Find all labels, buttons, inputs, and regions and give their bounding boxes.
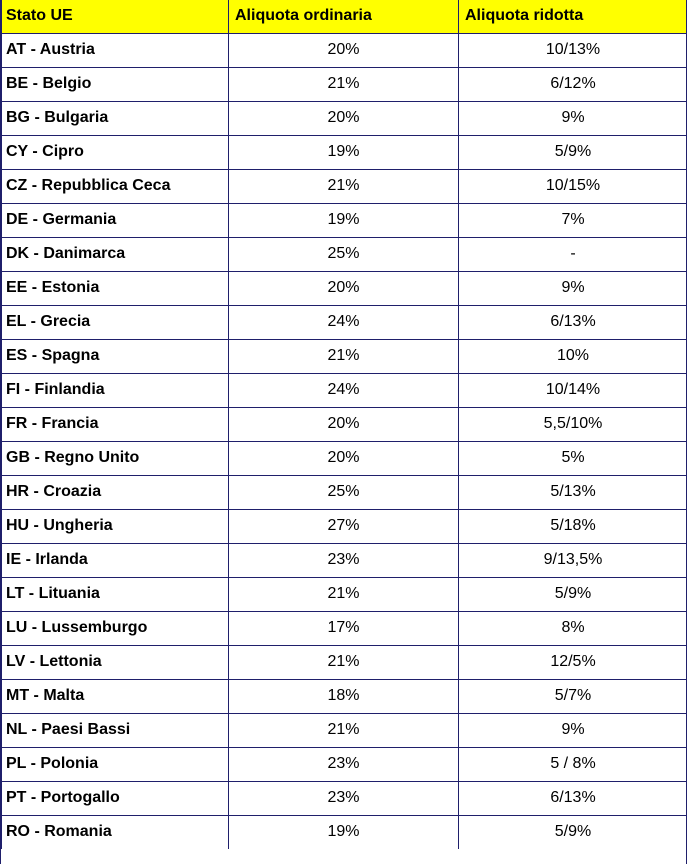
cell-stato: AT - Austria	[2, 33, 229, 67]
cell-stato: GB - Regno Unito	[2, 441, 229, 475]
cell-aliquota-ridotta: 5/9%	[459, 577, 688, 611]
cell-aliquota-ridotta: 5/18%	[459, 509, 688, 543]
table-row	[2, 305, 688, 339]
cell-stato: EL - Grecia	[2, 305, 229, 339]
table-row	[2, 577, 688, 611]
table-row	[2, 645, 688, 679]
cell-aliquota-ridotta: 5/13%	[459, 475, 688, 509]
table-row	[2, 713, 688, 747]
table-row	[2, 611, 688, 645]
cell-aliquota-ordinaria: 18%	[229, 679, 459, 713]
cell-stato: DK - Danimarca	[2, 237, 229, 271]
table-row	[2, 747, 688, 781]
table-row	[2, 543, 688, 577]
cell-aliquota-ridotta: 5 / 8%	[459, 747, 688, 781]
table-row	[2, 781, 688, 815]
table-row	[2, 339, 688, 373]
cell-stato: HU - Ungheria	[2, 509, 229, 543]
cell-aliquota-ordinaria: 25%	[229, 475, 459, 509]
cell-stato: LU - Lussemburgo	[2, 611, 229, 645]
cell-stato: NL - Paesi Bassi	[2, 713, 229, 747]
cell-stato: PL - Polonia	[2, 747, 229, 781]
cell-aliquota-ridotta: 6/12%	[459, 67, 688, 101]
cell-aliquota-ridotta: 8%	[459, 611, 688, 645]
cell-aliquota-ridotta: 5%	[459, 441, 688, 475]
cell-aliquota-ridotta: 6/13%	[459, 781, 688, 815]
cell-aliquota-ordinaria: 20%	[229, 101, 459, 135]
table-row	[2, 407, 688, 441]
cell-aliquota-ridotta: 5/9%	[459, 135, 688, 169]
cell-aliquota-ridotta: 9%	[459, 101, 688, 135]
cell-aliquota-ridotta: 10/14%	[459, 373, 688, 407]
cell-aliquota-ordinaria: 21%	[229, 169, 459, 203]
table-row	[2, 135, 688, 169]
cell-stato: MT - Malta	[2, 679, 229, 713]
cell-aliquota-ordinaria: 19%	[229, 135, 459, 169]
table-row	[2, 509, 688, 543]
cell-stato: LV - Lettonia	[2, 645, 229, 679]
cell-aliquota-ordinaria: 20%	[229, 441, 459, 475]
cell-aliquota-ridotta: 5,5/10%	[459, 407, 688, 441]
cell-aliquota-ridotta: 10%	[459, 339, 688, 373]
table-row	[2, 237, 688, 271]
cell-stato: LT - Lituania	[2, 577, 229, 611]
cell-aliquota-ridotta: -	[459, 237, 688, 271]
cell-aliquota-ordinaria: 20%	[229, 271, 459, 305]
cell-stato: RO - Romania	[2, 815, 229, 849]
table-row	[2, 67, 688, 101]
cell-aliquota-ordinaria: 23%	[229, 543, 459, 577]
table-row	[2, 271, 688, 305]
cell-aliquota-ridotta: 9%	[459, 713, 688, 747]
cell-aliquota-ridotta: 9/13,5%	[459, 543, 688, 577]
table-header-row	[2, 0, 688, 33]
header-stato-ue: Stato UE	[2, 0, 229, 33]
cell-aliquota-ordinaria: 23%	[229, 747, 459, 781]
cell-aliquota-ordinaria: 24%	[229, 373, 459, 407]
cell-aliquota-ridotta: 5/9%	[459, 815, 688, 849]
table-row	[2, 203, 688, 237]
cell-stato: CZ - Repubblica Ceca	[2, 169, 229, 203]
cell-stato: BG - Bulgaria	[2, 101, 229, 135]
cell-stato: ES - Spagna	[2, 339, 229, 373]
table-row	[2, 33, 688, 67]
cell-stato: EE - Estonia	[2, 271, 229, 305]
cell-aliquota-ridotta: 10/15%	[459, 169, 688, 203]
table-row	[2, 101, 688, 135]
cell-aliquota-ridotta: 5/7%	[459, 679, 688, 713]
cell-aliquota-ridotta: 9%	[459, 271, 688, 305]
cell-aliquota-ordinaria: 21%	[229, 713, 459, 747]
cell-aliquota-ridotta: 7%	[459, 203, 688, 237]
table-row	[2, 169, 688, 203]
cell-aliquota-ordinaria: 21%	[229, 577, 459, 611]
table-row	[2, 441, 688, 475]
cell-aliquota-ridotta: 6/13%	[459, 305, 688, 339]
cell-stato: CY - Cipro	[2, 135, 229, 169]
cell-aliquota-ordinaria: 17%	[229, 611, 459, 645]
vat-rates-table	[1, 0, 687, 849]
cell-stato: BE - Belgio	[2, 67, 229, 101]
table-body	[2, 33, 688, 849]
table-row	[2, 373, 688, 407]
table-row	[2, 815, 688, 849]
cell-aliquota-ordinaria: 19%	[229, 815, 459, 849]
cell-aliquota-ordinaria: 23%	[229, 781, 459, 815]
table-row	[2, 679, 688, 713]
cell-aliquota-ordinaria: 21%	[229, 339, 459, 373]
cell-stato: FI - Finlandia	[2, 373, 229, 407]
cell-aliquota-ordinaria: 20%	[229, 407, 459, 441]
cell-aliquota-ridotta: 12/5%	[459, 645, 688, 679]
cell-aliquota-ordinaria: 25%	[229, 237, 459, 271]
header-aliquota-ridotta: Aliquota ridotta	[459, 0, 688, 33]
cell-aliquota-ordinaria: 24%	[229, 305, 459, 339]
cell-stato: FR - Francia	[2, 407, 229, 441]
cell-aliquota-ordinaria: 19%	[229, 203, 459, 237]
cell-aliquota-ridotta: 10/13%	[459, 33, 688, 67]
cell-aliquota-ordinaria: 27%	[229, 509, 459, 543]
table-row	[2, 475, 688, 509]
cell-aliquota-ordinaria: 20%	[229, 33, 459, 67]
cell-stato: PT - Portogallo	[2, 781, 229, 815]
cell-aliquota-ordinaria: 21%	[229, 645, 459, 679]
header-aliquota-ordinaria: Aliquota ordinaria	[229, 0, 459, 33]
cell-stato: DE - Germania	[2, 203, 229, 237]
cell-aliquota-ordinaria: 21%	[229, 67, 459, 101]
cell-stato: HR - Croazia	[2, 475, 229, 509]
cell-stato: IE - Irlanda	[2, 543, 229, 577]
